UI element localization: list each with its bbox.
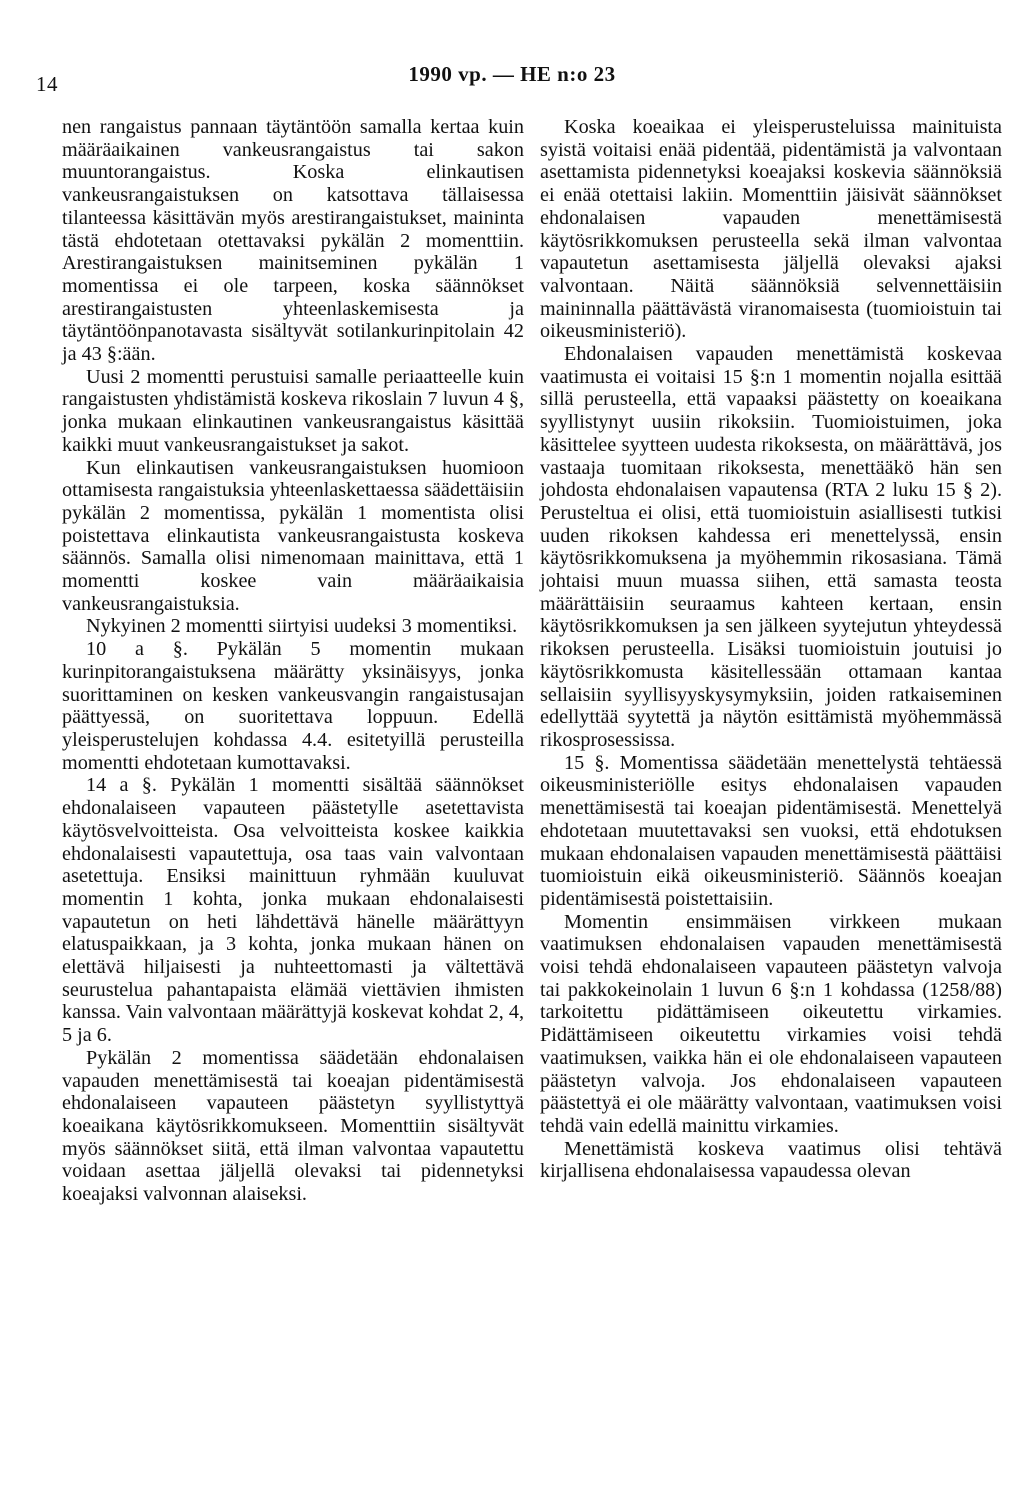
page-number: 14: [36, 72, 58, 96]
running-head: 1990 vp. — HE n:o 23: [408, 62, 616, 86]
paragraph: Nykyinen 2 momentti siirtyisi uudeksi 3 momentiksi.: [86, 615, 518, 638]
paragraph: 10 a §. Pykälän 5 momentin mukaan kurinpitorangaistuksena määrätty yksinäisyys, jonka suorittaminen on kesken vankeusvangin rangaistusajan päättyessä, on suoritettava loppuun. Edellä yleisperustelujen kohdassa 4.4. esitetyillä perusteilla momentti ehdotetaan kumottavaksi.: [62, 638, 524, 774]
paragraph: 14 a §. Pykälän 1 momentti sisältää säännökset ehdonalaiseen vapauteen päästetylle asetettavista käytösvelvoitteista. Osa velvoitteista koskee kaikkia ehdonalaisesti vapautettuja, osa taas vain valvontaan asetettuja. Ensiksi mainittuun ryhmään kuuluvat momentin 1 kohta, jonka mukaan ehdonalaisesti vapautetun on heti lähdettävä hänelle määrättyyn elatuspaikkaan, ja 3 kohta, jonka mukaan hänen on elettävä hiljaisesti ja nuhteettomasti ja vältettävä seurustelua pahantapaista elämää viettävien ihmisten kanssa. Vain valvontaan määrättyjä koskevat kohdat 2, 4, 5 ja 6.: [62, 774, 524, 1047]
paragraph: Uusi 2 momentti perustuisi samalle periaatteelle kuin rangaistusten yhdistämistä koskeva rikoslain 7 luvun 4 §, jonka mukaan elinkautinen vankeusrangaistus käsittää kaikki muut vankeusrangaistukset ja sakot.: [62, 365, 525, 456]
paragraph: Ehdonalaisen vapauden menettämistä koskevaa vaatimusta ei voitaisi 15 §:n 1 momentin nojalla esittää sillä perusteella, että vapaaksi päästetty on koeaikana syyllistynyt uusiin rikoksiin. Tuomioistuimen, joka käsittelee syytteen uudesta rikoksesta, on määrättävä, jos vastaaja tuomitaan rikoksesta, menettääkö hän sen johdosta ehdonalaisen vapautensa (RTA 2 luku 15 § 2). Perusteltua ei olisi, että tuomioistuin asiallisesti tutkisi uuden rikoksen kahdessa eri menettelyssä, ensin käytösrikkomuksena ja myöhemmin rikosasiana. Tämä johtaisi muun muassa siihen, että samasta teosta määrättäisiin seuraamus kahteen kertaan, ensin käytösrikkomuksen ja sen jälkeen syytejutun yhteydessä rikoksen perusteella. Lisäksi tuomioistuin joutuisi jo käytösrikkomusta käsitellessään ottamaan kantaa sellaisiin syyllisyyskysymyksiin, joiden ratkaiseminen edellyttää syytettä ja näytön esittämistä myöhemmässä rikosprosessissa.: [540, 343, 1002, 751]
paragraph: nen rangaistus pannaan täytäntöön samalla kertaa kuin määräaikainen vankeusrangaistus tai sakon muuntorangaistus. Koska elinkautisen vankeusrangaistuksen on katsottava tällaisessa tilanteessa käsittävän myös arestirangaistukset, maininta tästä ehdotetaan otettavaksi pykälän 2 momenttiin. Arestirangaistuksen mainitseminen pykälän 1 momentissa ei ole tarpeen, koska säännökset arestirangaistusten yhteenlaskemisesta ja täytäntöönpanotavasta sisältyvät sotilankurinpitolain 42 ja 43 §:ään.: [62, 116, 524, 366]
paragraph: Pykälän 2 momentissa säädetään ehdonalaisen vapauden menettämisestä tai koeajan pidentämisestä ehdonalaiseen vapauteen päästetyn syyllistyttyä koeaikana käytösrikkomukseen. Momenttiin sisältyvät myös säännökset siitä, että ilman valvontaa vapautettu voidaan asettaa jäljellä olevaksi tai pidennetyksi koeajaksi valvonnan alaiseksi.: [62, 1046, 524, 1206]
left-column: [62, 116, 524, 1206]
right-column: [540, 116, 1002, 1183]
paragraph: Kun elinkautisen vankeusrangaistuksen huomioon ottamisesta rangaistuksia yhteenlaskettaessa säädettäisiin pykälän 2 momentissa, pykälän 1 momentista olisi poistettava elinkautista vankeusrangaistusta koskeva säännös. Samalla olisi nimenomaan mainittava, että 1 momentti koskee vain määräaikaisia vankeusrangaistuksia.: [62, 456, 524, 615]
paragraph: 15 §. Momentissa säädetään menettelystä tehtäessä oikeusministeriölle esitys ehdonalaisen vapauden menettämisestä tai koeajan pidentämisestä. Menettelyä ehdotetaan muutettavaksi sen vuoksi, että ehdotuksen mukaan ehdonalaisen vapauden menettämisestä päättäisi tuomioistuin eikä oikeusministeriö. Säännös koeajan pidentämisestä poistettaisiin.: [540, 751, 1002, 910]
paragraph: Menettämistä koskeva vaatimus olisi tehtävä kirjallisena ehdonalaisessa vapaudessa olevan: [540, 1137, 1002, 1183]
paragraph: Momentin ensimmäisen virkkeen mukaan vaatimuksen ehdonalaisen vapauden menettämisestä voisi tehdä ehdonalaiseen vapauteen päästetyn valvoja tai pakkokeinolain 1 luvun 6 §:n 1 kohdassa (1258/88) tarkoitettu pidättämiseen oikeutettu virkamies. Pidättämiseen oikeutettu virkamies voisi tehdä vaatimuksen, vaikka hän ei ole ehdonalaiseen vapauteen päästetyn valvoja. Jos ehdonalaiseen vapauteen päästettyä ei ole määrätty valvontaan, vaatimuksen voisi tehdä vain edellä mainittu virkamies.: [540, 910, 1002, 1137]
paragraph: Koska koeaikaa ei yleisperusteluissa mainituista syistä voitaisi enää pidentää, pidentämistä ja valvontaan asettamista pidennetyksi koeajaksi koskevia säännöksiä ei enää otettaisi lakiin. Momenttiin jäisivät säännökset ehdonalaisen vapauden menettämisestä käytösrikkomuksen perusteella sekä ilman valvontaa vapautetun asettamisesta jäljellä olevaksi ajaksi valvontaan. Näitä säännöksiä selvennettäisiin maininnalla päättävästä viranomaisesta (tuomioistuin tai oikeusministeriö).: [540, 116, 1002, 343]
